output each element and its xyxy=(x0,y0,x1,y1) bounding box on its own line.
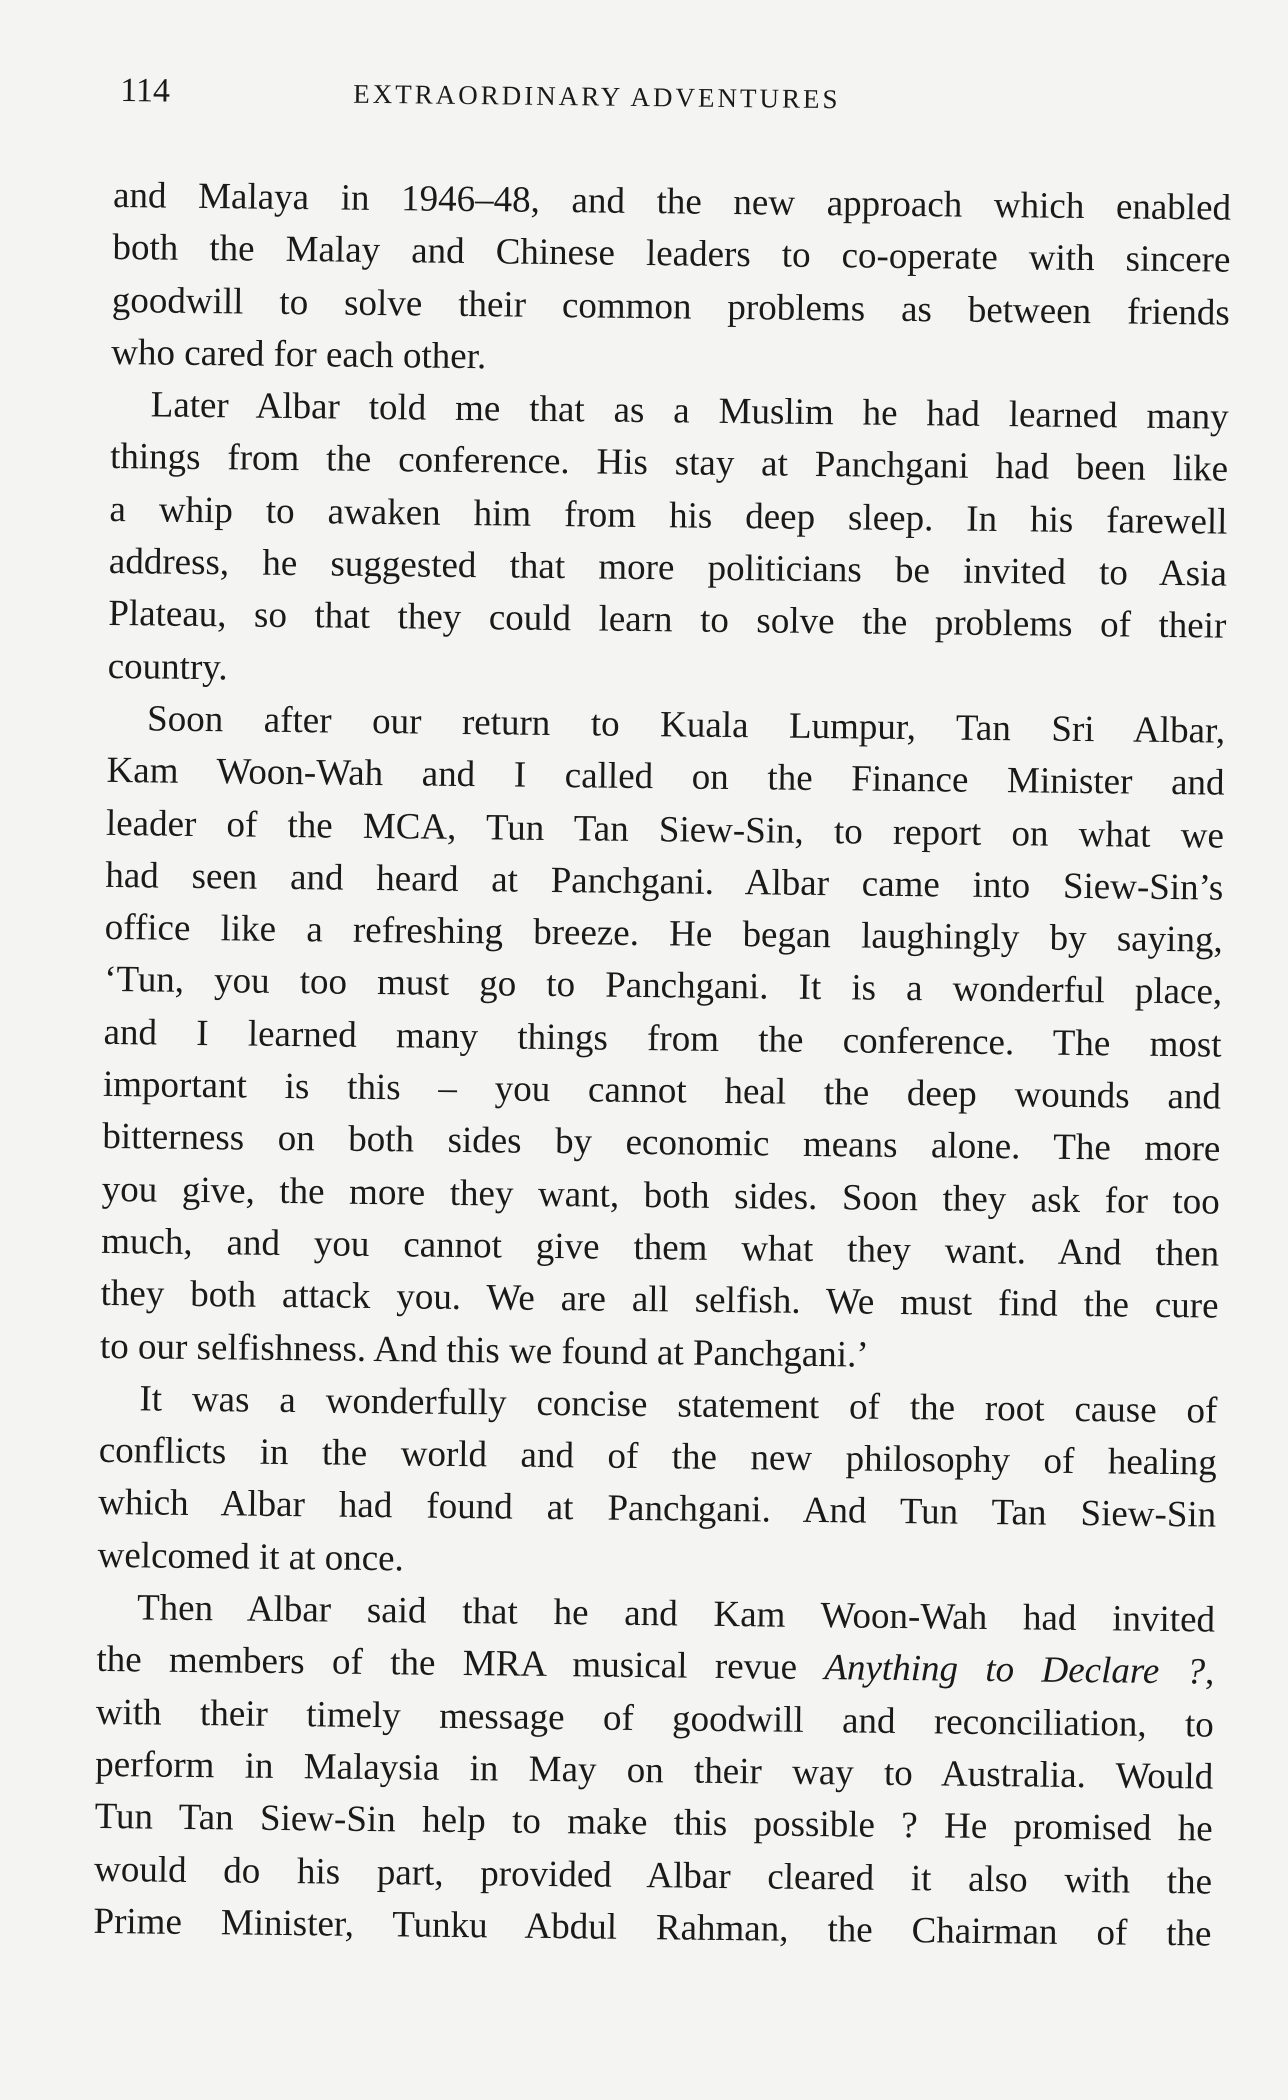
text-line: would do his part, provided Albar cleared it also with the xyxy=(93,1848,1213,1903)
text-line: to our selfishness. And this we found at Panchgani.’ xyxy=(99,1325,869,1376)
text-line: who cared for each other. xyxy=(111,331,487,378)
text-line: country. xyxy=(107,645,228,688)
text-segment: the members of the MRA musical revue xyxy=(96,1639,825,1689)
text-line: important is this – you cannot heal the deep wounds and xyxy=(102,1063,1222,1118)
text-line: with their timely message of goodwill and reconciliation, to xyxy=(95,1691,1215,1746)
text-segment: , xyxy=(1204,1651,1215,1693)
text-line: address, he suggested that more politicians be invited to Asia xyxy=(108,541,1228,595)
text-line: much, and you cannot give them what they want. And then xyxy=(100,1220,1220,1275)
text-line: It was a wonderfully concise statement of the root cause of xyxy=(139,1378,1218,1432)
page-number: 114 xyxy=(120,72,171,110)
text-line: bitterness on both sides by economic means alone. The more xyxy=(102,1116,1221,1170)
text-line: goodwill to solve their common problems as between friends xyxy=(111,279,1231,334)
text-line: welcomed it at once. xyxy=(97,1534,405,1580)
running-title: EXTRAORDINARY ADVENTURES xyxy=(353,78,841,115)
text-line: conflicts in the world and of the new philosophy of healing xyxy=(98,1430,1218,1484)
text-line: Tun Tan Siew-Sin help to make this possible ? He promised he xyxy=(94,1796,1213,1850)
text-line: they both attack you. We are all selfish. We must find the cure xyxy=(100,1273,1219,1327)
text-line: ‘Tun, you too must go to Panchgani. It is a wonderful place, xyxy=(103,959,1223,1014)
body-text xyxy=(93,170,1231,1961)
text-line: perform in Malaysia in May on their way to Australia. Would xyxy=(95,1743,1214,1798)
text-line: Plateau, so that they could learn to solve the problems of their xyxy=(108,593,1227,648)
text-line: had seen and heard at Panchgani. Albar came into Siew-Sin’s xyxy=(105,854,1224,909)
text-line: things from the conference. His stay at Panchgani had been like xyxy=(109,436,1229,491)
text-line: Prime Minister, Tunku Abdul Rahman, the Chairman of the xyxy=(93,1900,1212,1955)
text-line: a whip to awaken him from his deep sleep. In his farewell xyxy=(109,488,1228,543)
text-line: Kam Woon-Wah and I called on the Finance Minister and xyxy=(106,750,1225,804)
text-line: office like a refreshing breeze. He began laughingly by saying, xyxy=(104,907,1223,961)
text-line: you give, the more they want, both sides. Soon they ask for too xyxy=(101,1168,1220,1223)
text-line: and Malaya in 1946–48, and the new approach which enabled xyxy=(112,174,1232,229)
italic-title: Anything to Declare ? xyxy=(824,1647,1206,1693)
text-line: Then Albar said that he and Kam Woon-Wah had invited xyxy=(136,1587,1216,1641)
text-line: which Albar had found at Panchgani. And Tun Tan Siew-Sin xyxy=(98,1482,1217,1536)
text-line: both the Malay and Chinese leaders to co-operate with sincere xyxy=(112,227,1231,281)
text-line: Later Albar told me that as a Muslim he had learned many xyxy=(150,384,1229,438)
text-line: leader of the MCA, Tun Tan Siew-Sin, to report on what we xyxy=(105,802,1225,857)
text-line: Soon after our return to Kuala Lumpur, Tan Sri Albar, xyxy=(146,698,1226,752)
text-line: and I learned many things from the conference. The most xyxy=(103,1011,1222,1066)
